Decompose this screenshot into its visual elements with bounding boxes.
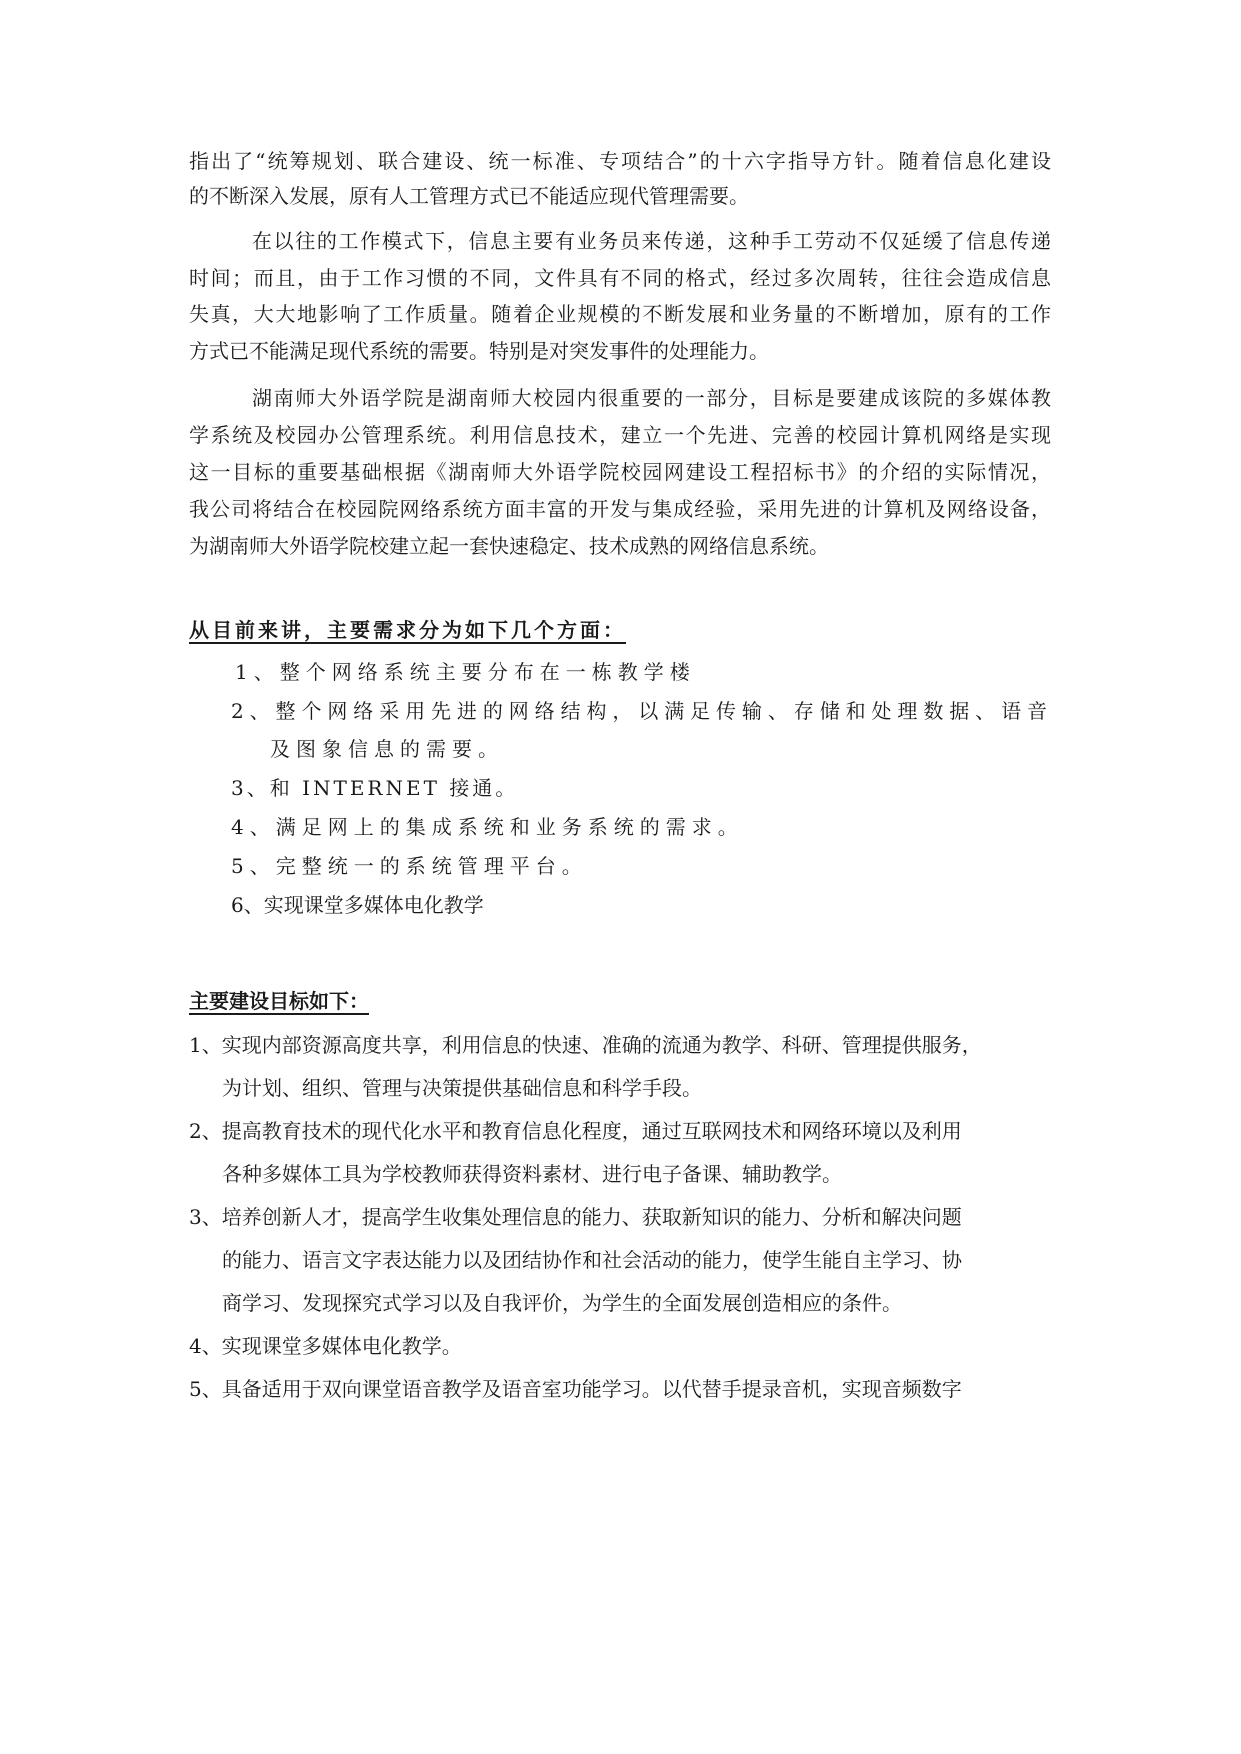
requirement-item-3: 3、和 INTERNET 接通。 xyxy=(231,776,519,800)
requirement-item-4: 4、满足网上的集成系统和业务系统的需求。 xyxy=(231,815,744,839)
intro-p3-line-5: 为湖南师大外语学院校建立起一套快速稳定、技术成熟的网络信息系统。 xyxy=(189,534,829,558)
intro-p3-line-3: 这一目标的重要基础根据《湖南师大外语学院校园网建设工程招标书》的介绍的实际情况， xyxy=(189,460,1051,484)
intro-p2-line-1: 在以往的工作模式下，信息主要有业务员来传递，这种手工劳动不仅延缓了信息传递 xyxy=(252,229,1051,253)
goal-item-1: 1、实现内部资源高度共享，利用信息的快速、准确的流通为教学、科研、管理提供服务， xyxy=(189,1033,982,1057)
goal-item-5: 5、具备适用于双向课堂语音教学及语音室功能学习。以代替手提录音机，实现音频数字 xyxy=(189,1377,962,1401)
intro-p3-line-1: 湖南师大外语学院是湖南师大校园内很重要的一部分，目标是要建成该院的多媒体教 xyxy=(252,386,1051,410)
requirement-item-6: 6、实现课堂多媒体电化教学 xyxy=(231,893,484,917)
intro-p2-line-3: 失真，大大地影响了工作质量。随着企业规模的不断发展和业务量的不断增加，原有的工作 xyxy=(189,302,1051,326)
goals-heading: 主要建设目标如下： xyxy=(189,989,369,1013)
goal-item-1-cont: 为计划、组织、管理与决策提供基础信息和科学手段。 xyxy=(222,1076,702,1100)
requirement-item-2: 2、整个网络采用先进的网络结构，以满足传输、存储和处理数据、语音 xyxy=(231,699,1051,723)
goal-item-2: 2、提高教育技术的现代化水平和教育信息化程度，通过互联网技术和网络环境以及利用 xyxy=(189,1119,962,1143)
requirements-heading: 从目前来讲，主要需求分为如下几个方面： xyxy=(189,618,626,642)
goal-item-2-cont: 各种多媒体工具为学校教师获得资料素材、进行电子备课、辅助教学。 xyxy=(222,1162,842,1186)
requirement-item-1: 1、整个网络系统主要分布在一栋教学楼 xyxy=(235,660,696,684)
requirement-item-2-cont: 及图象信息的需要。 xyxy=(270,737,504,761)
intro-p2-line-2: 时间；而且，由于工作习惯的不同，文件具有不同的格式，经过多次周转，往往会造成信息 xyxy=(189,266,1051,290)
intro-p2-line-4: 方式已不能满足现代系统的需要。特别是对突发事件的处理能力。 xyxy=(189,339,769,363)
goal-item-4: 4、实现课堂多媒体电化教学。 xyxy=(189,1334,462,1358)
goal-item-3: 3、培养创新人才，提高学生收集处理信息的能力、获取新知识的能力、分析和解决问题 xyxy=(189,1205,962,1229)
goal-item-3-cont-1: 的能力、语言文字表达能力以及团结协作和社会活动的能力，使学生能自主学习、协 xyxy=(222,1248,962,1272)
intro-p1-line-1: 指出了“统筹规划、联合建设、统一标准、专项结合”的十六字指导方针。随着信息化建设 xyxy=(189,149,1051,173)
intro-p1-line-2: 的不断深入发展，原有人工管理方式已不能适应现代管理需要。 xyxy=(189,184,749,208)
requirement-item-5: 5、完整统一的系统管理平台。 xyxy=(231,854,588,878)
goal-item-3-cont-2: 商学习、发现探究式学习以及自我评价，为学生的全面发展创造相应的条件。 xyxy=(222,1291,902,1315)
intro-p3-line-4: 我公司将结合在校园院网络系统方面丰富的开发与集成经验，采用先进的计算机及网络设备， xyxy=(189,497,1051,521)
intro-p3-line-2: 学系统及校园办公管理系统。利用信息技术，建立一个先进、完善的校园计算机网络是实现 xyxy=(189,423,1051,447)
